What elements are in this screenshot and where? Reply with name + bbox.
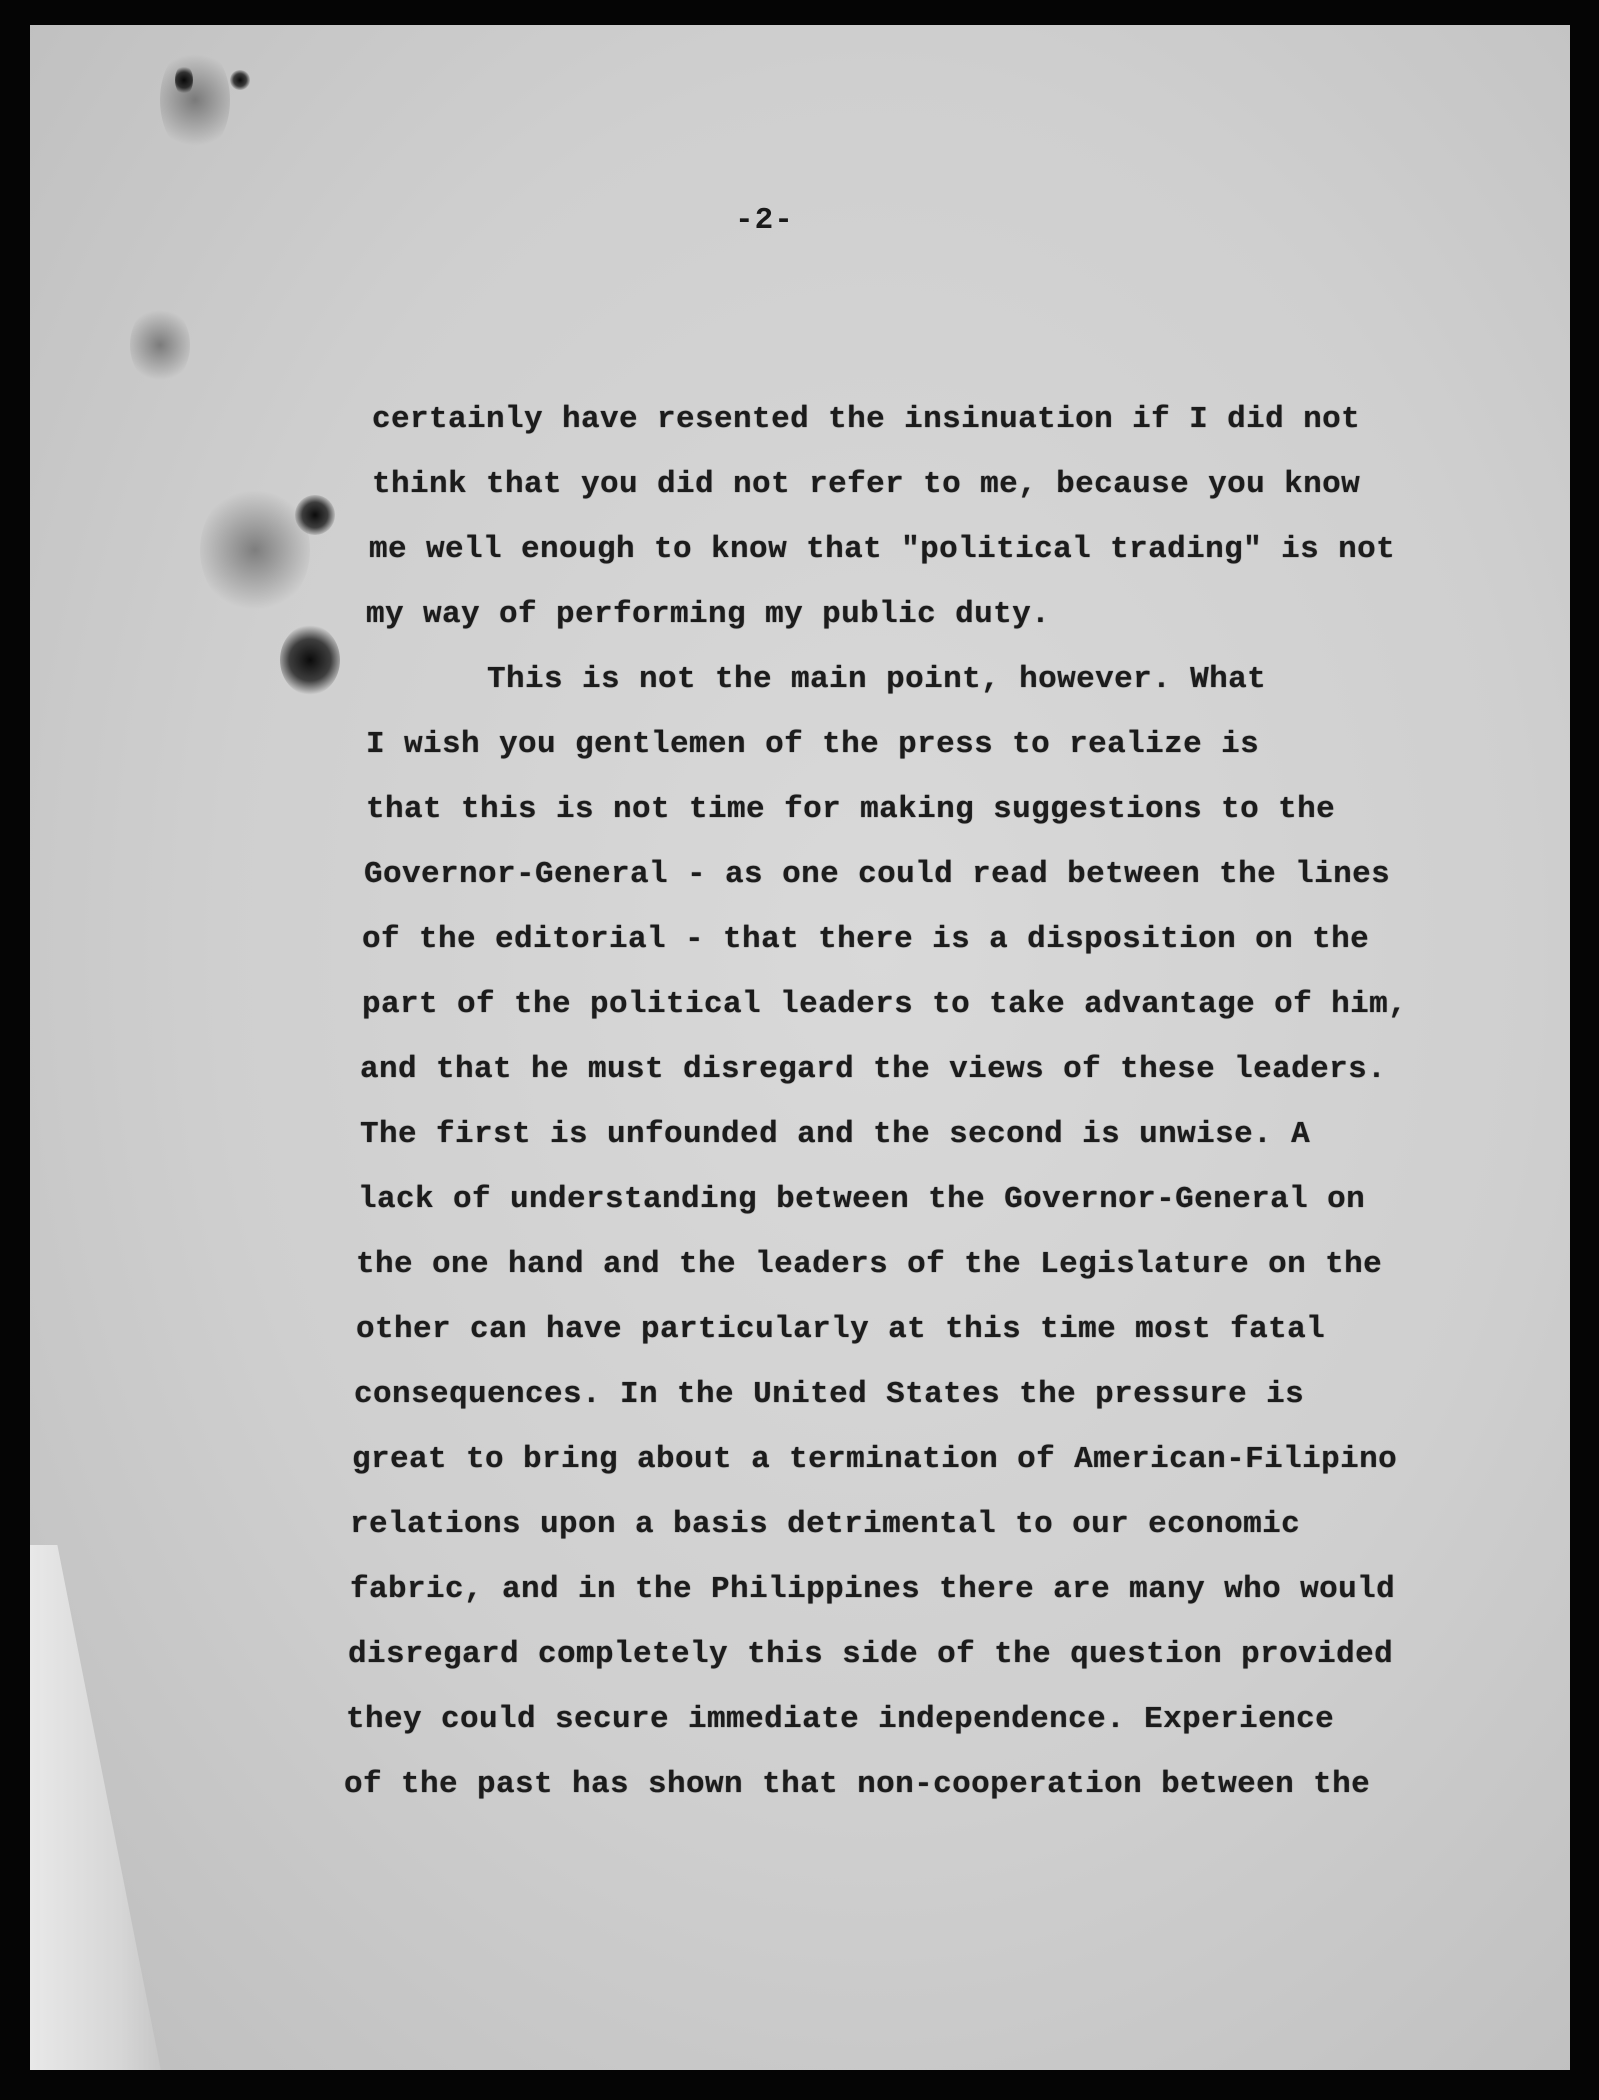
text-line: This is not the main point, however. What (487, 662, 1267, 697)
text-line: part of the political leaders to take advantage of him, (362, 987, 1408, 1022)
text-line: I wish you gentlemen of the press to realize is (366, 727, 1260, 762)
text-line: Governor-General - as one could read between the lines (364, 857, 1391, 892)
text-line: great to bring about a termination of American-Filipino (352, 1442, 1398, 1477)
text-line: and that he must disregard the views of these leaders. (360, 1052, 1387, 1087)
text-line: of the editorial - that there is a disposition on the (362, 922, 1370, 957)
ink-spot (175, 65, 193, 95)
text-line: lack of understanding between the Governor-General on (358, 1182, 1366, 1217)
text-line: of the past has shown that non-cooperation between the (344, 1767, 1371, 1802)
text-line: The first is unfounded and the second is unwise. A (360, 1117, 1311, 1152)
ink-spot (295, 495, 335, 535)
ink-smudge (160, 45, 230, 155)
text-line: that this is not time for making suggestions to the (366, 792, 1336, 827)
text-line: disregard completely this side of the question provided (348, 1637, 1394, 1672)
text-line: certainly have resented the insinuation if I did not (372, 402, 1361, 437)
text-line: me well enough to know that "political trading" is not (369, 532, 1396, 567)
letter-body (330, 387, 1440, 1817)
text-line: other can have particularly at this time most fatal (356, 1312, 1326, 1347)
ink-smudge (200, 485, 310, 615)
ink-smudge (130, 305, 190, 385)
folded-corner (30, 1545, 182, 2070)
text-line: fabric, and in the Philippines there are many who would (350, 1572, 1396, 1607)
text-line: the one hand and the leaders of the Legislature on the (356, 1247, 1383, 1282)
text-line: consequences. In the United States the pressure is (354, 1377, 1305, 1412)
ink-spot (230, 70, 250, 90)
page-number: -2- (735, 203, 794, 238)
text-line: my way of performing my public duty. (366, 597, 1051, 632)
bleed-through-text (400, 343, 414, 370)
text-line: relations upon a basis detrimental to our economic (350, 1507, 1301, 1542)
document-page (30, 25, 1570, 2070)
text-line: they could secure immediate independence. Experience (346, 1702, 1335, 1737)
text-line: think that you did not refer to me, because you know (372, 467, 1361, 502)
